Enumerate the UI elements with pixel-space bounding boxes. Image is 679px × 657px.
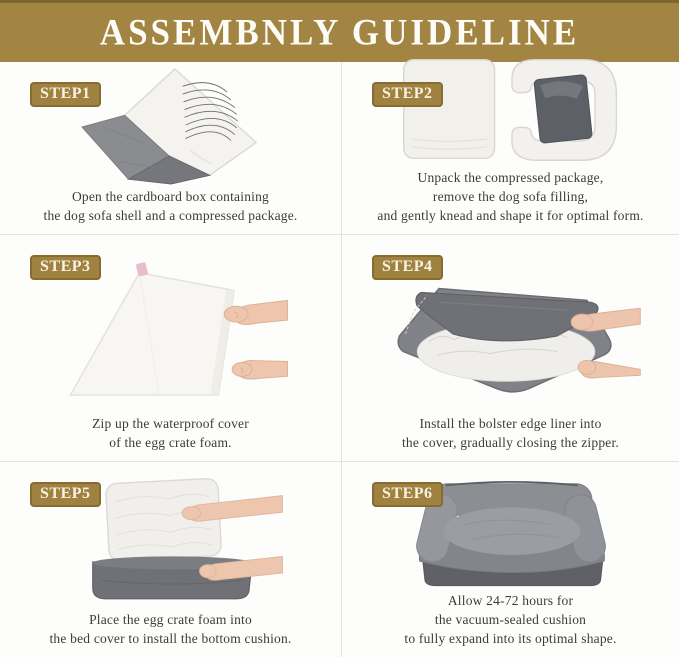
step-4-badge: STEP4 [372, 255, 443, 280]
step-4-caption [402, 414, 619, 452]
caption-line: Open the cardboard box containing [71, 188, 270, 204]
finished-dog-sofa-illustration [352, 459, 669, 591]
caption-line: Allow 24-72 hours for [447, 592, 574, 608]
caption-line: of the egg crate foam. [109, 434, 232, 450]
step-4-panel [342, 235, 679, 462]
step-3-panel [0, 235, 342, 462]
caption-line: Place the egg crate foam into [89, 611, 252, 627]
caption-line: remove the dog sofa filling, [432, 188, 589, 204]
foam-pad-and-bolster-illustration [352, 52, 669, 168]
step-6-panel [342, 462, 679, 657]
step-1-badge: STEP1 [30, 82, 101, 107]
caption-line: and gently knead and shape it for optimal form. [377, 207, 644, 223]
step-2-badge: STEP2 [372, 82, 443, 107]
step-5-badge: STEP5 [30, 482, 101, 507]
caption-line: Install the bolster edge liner into [419, 415, 602, 431]
step-3-badge: STEP3 [30, 255, 101, 280]
step-3-caption [92, 414, 249, 452]
step-1-caption [44, 187, 298, 225]
caption-line: Zip up the waterproof cover [92, 415, 249, 431]
caption-line: the bed cover to install the bottom cushion. [49, 630, 292, 646]
steps-grid [0, 62, 679, 657]
step-5-caption [49, 610, 291, 648]
caption-line: the cover, gradually closing the zipper. [401, 434, 619, 450]
caption-line: the dog sofa shell and a compressed package. [43, 207, 298, 223]
finished-dog-sofa-icon [385, 459, 637, 591]
caption-line: to fully expand into its optimal shape. [404, 630, 617, 646]
step-1-panel [0, 62, 342, 235]
caption-line: Unpack the compressed package, [417, 169, 604, 185]
step-5-panel [0, 462, 342, 657]
step-2-caption [377, 168, 643, 225]
step-2-panel [342, 62, 679, 235]
page-title: ASSEMBNLY GUIDELINE [99, 11, 580, 53]
foam-pad-and-bolster-icon [394, 52, 628, 168]
step-6-caption [404, 591, 616, 648]
caption-line: the vacuum-sealed cushion [434, 611, 587, 627]
step-6-badge: STEP6 [372, 482, 443, 507]
